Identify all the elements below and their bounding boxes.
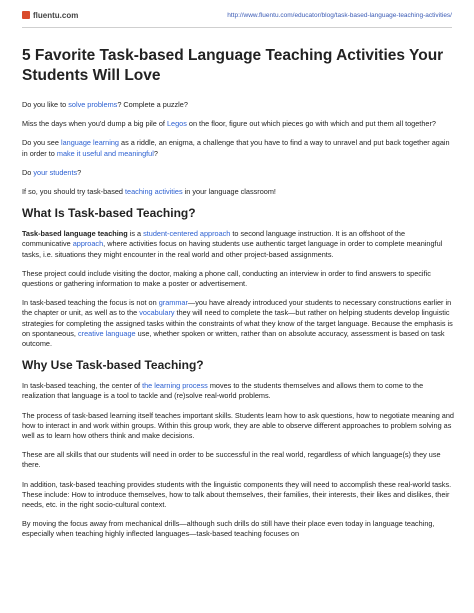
text: in your language classroom! [182, 187, 276, 197]
your-students-link[interactable]: your students [33, 167, 78, 177]
text: they will need to complete the task—but rather on helping students develop linguistic strategies for completing the assigned tasks within the constraints of what they know of the target language. Because the emphasis is on spontaneous, [22, 308, 453, 338]
page-url[interactable]: http://www.fluentu.com/educator/blog/task-based-language-teaching-activities/ [227, 11, 452, 19]
language-learning-link[interactable]: language learning [60, 138, 119, 148]
paragraph [22, 229, 454, 260]
paragraph [22, 381, 454, 401]
paragraph [22, 119, 454, 129]
text: —you have already introduced your students to necessary constructions earlier in the chapter or unit, as well as to the [22, 298, 452, 318]
page-header [22, 7, 452, 23]
text: If so, you should try task-based [22, 187, 126, 197]
text: moves to the students themselves and allows them to come to the realization that language is a tool to tackle and (re)solve real-world problems. [22, 381, 424, 401]
paragraph: The process of task-based learning itself teaches important skills. Students learn how to ask questions, how to negotiate meaning and how to interact in and work within groups. Within this group work, they are able to observe different approaches to problem solving as well as to learn how others think and make decisions. [22, 410, 454, 441]
text: Do [22, 167, 34, 177]
paragraph [22, 298, 454, 349]
text: Do you see [22, 138, 61, 148]
paragraph: These are all skills that our students will need in order to be successful in the real world, regardless of which language(s) they use there. [22, 450, 441, 470]
paragraph: These project could include visiting the doctor, making a phone call, conducting an interview in order to find answers to specific questions or gathering information to make a poster or advertisement. [22, 268, 431, 289]
learning-process-link[interactable]: the learning process [142, 381, 208, 391]
student-centered-link[interactable]: student-centered approach [143, 229, 231, 239]
section-heading: Why Use Task-based Teaching? [22, 358, 204, 373]
paragraph [22, 187, 454, 197]
text: ? [77, 167, 82, 177]
paragraph [22, 100, 454, 110]
text: , where activities focus on having students use authentic target language in order to complete meaningful tasks, i.e. situations they might encounter in the real world and other project-based assignments. [22, 239, 443, 259]
text: to second language instruction. It is an offshoot of the communicative [22, 229, 406, 249]
fluentu-logo-icon [22, 11, 30, 19]
text: use, whether spoken or written, rather than on absolute accuracy, assessment is based on task outcome. [22, 328, 445, 349]
text: In task-based teaching, the center of [22, 381, 143, 391]
vocabulary-link[interactable]: vocabulary [139, 308, 175, 318]
brand-name: fluentu.com [33, 10, 79, 20]
text: ? [153, 148, 158, 158]
text: on the floor, figure out which pieces go with which and put them all together? [186, 119, 436, 129]
text: Do you like to [22, 100, 69, 109]
article [22, 46, 454, 549]
text: In task-based teaching the focus is not on [22, 298, 159, 308]
text: ? Complete a puzzle? [117, 100, 188, 109]
bold-term: Task-based language teaching [22, 229, 128, 239]
useful-meaningful-link[interactable]: make it useful and meaningful [56, 148, 154, 158]
teaching-activities-link[interactable]: teaching activities [125, 187, 183, 197]
paragraph: In addition, task-based teaching provides students with the linguistic components they will need to accomplish these real-world tasks. These include: How to introduce themselves, how to talk about themselves, their families, their interests, their likes and dislikes, their needs, etc. in the right socio-cultural context. [22, 479, 452, 510]
creative-language-link[interactable]: creative language [78, 328, 136, 338]
legos-link[interactable]: Legos [166, 119, 187, 129]
text: as a riddle, an enigma, a challenge that you have to find a way to unravel and put back together again in order to [22, 138, 450, 158]
header-divider [22, 27, 452, 28]
text: Miss the days when you'd dump a big pile of [22, 119, 167, 129]
paragraph [22, 138, 454, 158]
paragraph: By moving the focus away from mechanical drills—although such drills do still have their place even today in language teaching, especially when teaching highly inflected languages—task-based teaching focuses on [22, 519, 435, 539]
solve-problems-link[interactable]: solve problems [68, 100, 118, 109]
brand [22, 11, 78, 20]
section-heading: What Is Task-based Teaching? [22, 206, 196, 221]
text: is a [127, 229, 144, 239]
grammar-link[interactable]: grammar [158, 298, 188, 308]
approach-link[interactable]: approach [72, 239, 104, 249]
article-title: 5 Favorite Task-based Language Teaching Activities Your Students Will Love [22, 47, 444, 84]
paragraph [22, 168, 454, 178]
